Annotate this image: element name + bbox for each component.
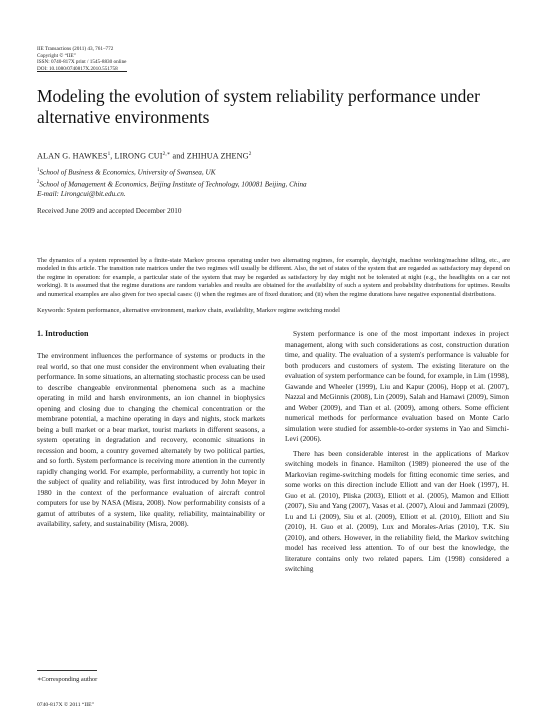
aff-sup: 1 xyxy=(37,168,40,173)
abstract: The dynamics of a system represented by a finite-state Markov process operating under two alternating regimes, for example, day/night, machine working/machine idling, etc., are modeled in this article. The transition rate matrices under the two regimes will usually be different. Also, the set of states of the system that are regarded as satisfactory may depend on the regime in operation: for example, a particular state of the system that may be regarded as satisfactory by day might not be tolerated at night (e.g., the headlights on a car not working). It is assumed that the regime durations are random variables and results are obtained for the availability of such a system and probability distributions for uptimes. Results and numerical examples are also given for two special cases: (i) when the regimes are of fixed duration; and (ii) when the regime durations have negative exponential distributions. xyxy=(37,257,510,298)
header-rule xyxy=(37,71,127,72)
author-sup: 1 xyxy=(107,151,111,157)
footnote: ∗Corresponding author xyxy=(37,676,98,683)
body-paragraph: System performance is one of the most important indexes in project management, along with such considerations as cost, construction duration time, and quality. The evaluation of a system's performance is valuable for both producers and customers of system. The existing literature on the evaluation of system performance can be found, for example, in Lim (1998), Gawande and Wheeler (1999), Liu and Kapur (2006), Hopp et al. (2007), Nazzal and McGinnis (2008), Lin (2009), Salah and Hamawi (2009), Simon and Weber (2009), and Tian et al. (2009), among others. Some efficient numerical methods for performance evaluation based on Monte Carlo simulation were studied for assemble-to-order systems in Yao and Simchi-Levi (2006). xyxy=(285,329,509,443)
right-column xyxy=(285,329,509,575)
issn-line: ISSN: 0740-817X print / 1545-8830 online xyxy=(37,59,127,66)
paper-title: Modeling the evolution of system reliability performance under alternative environments xyxy=(37,86,480,127)
author-sup: 2 xyxy=(248,151,252,157)
footnote-rule xyxy=(37,670,97,671)
affiliations xyxy=(37,166,307,200)
doi-line: DOI: 10.1080/0740817X.2010.551758 xyxy=(37,65,118,72)
keywords: Keywords: System performance, alternative environment, markov chain, availability, Markov regime switching model xyxy=(37,307,340,314)
journal-meta xyxy=(37,46,126,72)
author-zheng: and ZHIHUA ZHENG xyxy=(170,151,249,161)
author-list xyxy=(37,151,251,161)
author-cui: , LIRONG CUI xyxy=(110,151,163,161)
received-line: Received June 2009 and accepted December 2010 xyxy=(37,207,182,215)
section-heading: 1. Introduction xyxy=(37,329,89,338)
email-line: E-mail: Lirongcui@bit.edu.cn. xyxy=(37,189,126,198)
author-sup: 2,∗ xyxy=(162,151,171,157)
affiliation-1: School of Business & Economics, University of Swansea, UK xyxy=(39,168,216,177)
author-hawkes: ALAN G. HAWKES xyxy=(37,151,108,161)
page-footer: 0740-817X © 2011 “IIE” xyxy=(37,702,95,708)
journal-citation: IIE Transactions (2011) 43, 761–772 xyxy=(37,46,114,52)
left-column xyxy=(37,351,265,530)
affiliation-2: School of Management & Economics, Beijing Institute of Technology, 100081 Beijing, China xyxy=(39,180,307,189)
aff-sup: 2 xyxy=(37,179,40,185)
body-paragraph: The environment influences the performance of systems or products in the real world, so that one must consider the environment when evaluating their performance. In some situations, an alternating stochastic process can be used to describe changeable environmental phenomena such as a machine operating in mild and harsh environments, an ion channel in biophysics opening and closing due to changing the chemical concentration or the membrane potential, a machine operating in days and nights, stock markets being a bull market or a bear market, tourist markets in different seasons, a system operating in degradation and recovery, economic situations in recession and boom, a country governed alternately by two political parties, and so forth. System performance is receiving more attention in the currently rapidly changing world. For example, performability, a currently hot topic in the subject of quality and reliability, was first introduced by John Meyer in 1980 in the context of the performance evaluation of aircraft control computers for use by NASA (Misra, 2008). Now performability consists of a gamut of attributes of a system, like quality, reliability, maintainability or availability, safety, and sustainability (Misra, 2008). xyxy=(37,351,265,528)
copyright-line: Copyright © “IIE” xyxy=(37,52,76,59)
body-paragraph: There has been considerable interest in the applications of Markov switching models in finance. Hamilton (1989) pioneered the use of the Markovian regime-switching models for fitting economic time series, and some works on this direction include Elliott and van der Hoek (1997), H. Guo et al. (2010), Pliska (2003), Elliott et al. (2005), Mamon and Elliott (2007), Siu and Yang (2007), Vasas et al. (2007), Aloui and Jammazi (2009), Lu and Li (2009), Siu et al. (2009), Elliott et al. (2010), Elliott and Siu (2010), H. Guo et al. (2009), Lux and Morales-Arias (2010), T.K. Siu (2010), and others. However, in the reliability field, the Markov switching model has received less attention. To of our best the knowledge, the literature contains only two related papers. Lim (1998) considered a switching xyxy=(285,448,509,573)
